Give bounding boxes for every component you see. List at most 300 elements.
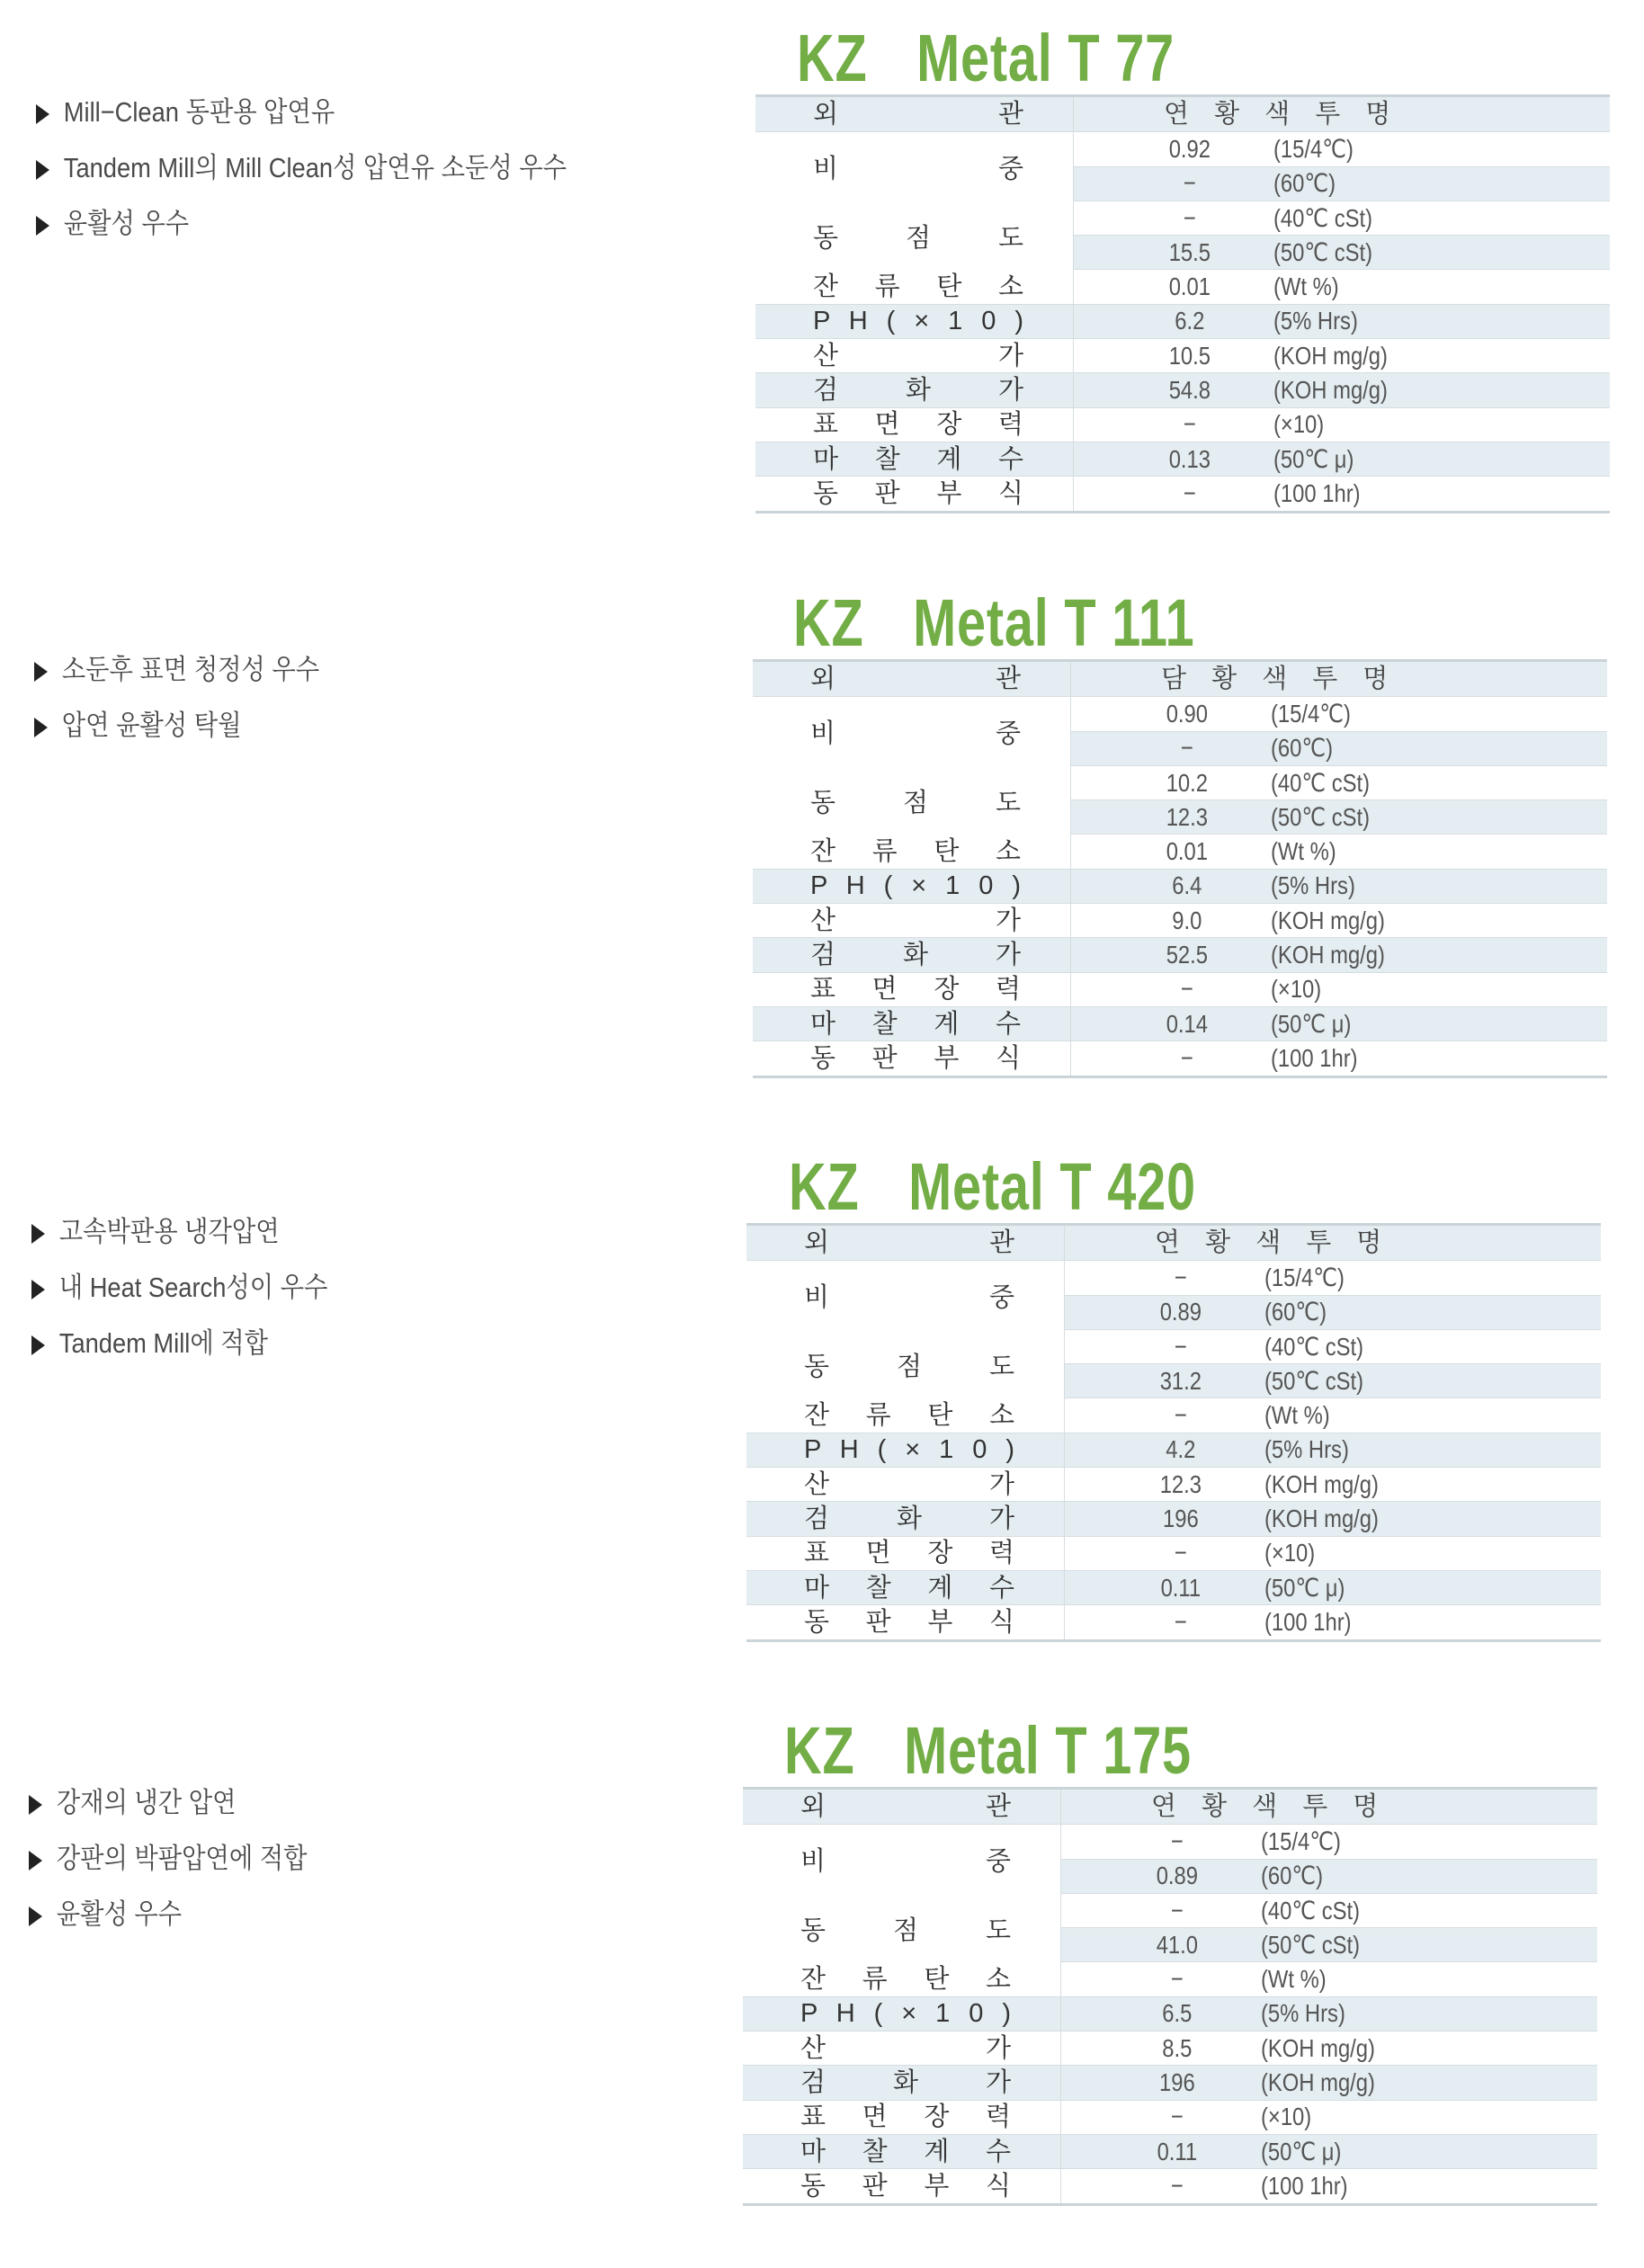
spec-row	[743, 1996, 1597, 2031]
feature-item	[31, 1326, 268, 1362]
product-name: Metal T 77	[916, 21, 1175, 95]
spec-label: 비 중	[813, 155, 1023, 184]
spec-value: 31.2	[1159, 1366, 1202, 1395]
spec-value-cell	[1065, 1296, 1601, 1329]
header-label-cell	[743, 1790, 1061, 1824]
spec-value: 9.0	[1172, 906, 1202, 934]
spec-value-cell	[1071, 835, 1607, 868]
spec-label-cell	[753, 697, 1071, 766]
spec-row	[753, 903, 1607, 937]
spec-row	[753, 834, 1607, 868]
spec-row	[755, 269, 1610, 303]
spec-label: 검 화 가	[800, 2068, 1011, 2098]
triangle-bullet-icon	[29, 1851, 42, 1871]
spec-value: 8.5	[1162, 2033, 1193, 2062]
spec-value-cell	[1061, 2135, 1597, 2168]
spec-label-cell	[746, 1330, 1065, 1399]
product-name: Metal T 111	[913, 585, 1195, 660]
product-brand: KZ	[784, 1713, 855, 1788]
spec-label: 동 판 부 식	[800, 2171, 1011, 2201]
spec-label: 마 찰 계 수	[810, 1009, 1021, 1039]
spec-value-cell	[1065, 1502, 1601, 1535]
spec-label-cell	[743, 2066, 1061, 2099]
spec-label: 동 판 부 식	[813, 478, 1023, 508]
spec-header-row	[743, 1790, 1597, 1824]
header-label-cell	[753, 662, 1071, 696]
spec-row	[755, 407, 1610, 442]
spec-value-cell	[1071, 870, 1607, 903]
triangle-bullet-icon	[34, 662, 48, 682]
spec-value-cell	[1065, 1537, 1601, 1570]
spec-value: −	[1183, 478, 1196, 507]
spec-label: 잔 류 탄 소	[813, 272, 1023, 302]
spec-row	[743, 2100, 1597, 2134]
spec-value: 15.5	[1168, 237, 1211, 266]
spec-row	[753, 1040, 1607, 1075]
spec-value-cell	[1061, 2031, 1597, 2065]
spec-label-cell	[753, 766, 1071, 835]
spec-unit: (Wt %)	[1261, 1965, 1327, 1994]
spec-value-cell	[1065, 1398, 1601, 1432]
spec-value-cell	[1061, 2066, 1597, 2099]
product-title	[784, 1710, 1192, 1791]
spec-value-cell	[1074, 236, 1610, 269]
spec-value-cell	[1071, 697, 1607, 730]
spec-label: 비 중	[810, 719, 1021, 749]
feature-text: 내 Heat Search성이 우수	[58, 1272, 328, 1303]
spec-unit: (40℃ cSt)	[1273, 203, 1373, 232]
spec-value: 0.89	[1159, 1298, 1202, 1326]
feature-item	[36, 206, 189, 242]
product-section	[0, 1710, 1644, 2268]
spec-unit: (100 1hr)	[1261, 2171, 1348, 2200]
spec-label-cell	[743, 1894, 1061, 1963]
spec-label-cell	[746, 1571, 1065, 1604]
spec-unit: (×10)	[1261, 2103, 1312, 2131]
spec-row	[746, 1536, 1601, 1570]
spec-value-cell	[1061, 2101, 1597, 2134]
product-section	[0, 18, 1644, 576]
spec-value-cell	[1074, 305, 1610, 338]
spec-label-cell	[755, 132, 1074, 201]
spec-unit: (60℃)	[1273, 169, 1336, 198]
spec-unit: (KOH mg/g)	[1264, 1469, 1379, 1498]
spec-label: 산 가	[810, 906, 1021, 935]
spec-value-cell	[1071, 766, 1607, 799]
spec-label: 표 면 장 력	[800, 2103, 1011, 2132]
spec-row	[743, 2168, 1597, 2202]
spec-unit: (40℃ cSt)	[1264, 1332, 1364, 1361]
spec-header-row	[746, 1226, 1601, 1260]
spec-value-cell	[1074, 408, 1610, 442]
spec-row	[746, 1397, 1601, 1432]
triangle-bullet-icon	[29, 1906, 42, 1926]
product-brand: KZ	[793, 585, 864, 660]
spec-unit: (15/4℃)	[1271, 699, 1351, 728]
spec-label-cell	[746, 1433, 1065, 1467]
spec-unit: (×10)	[1271, 975, 1322, 1004]
spec-value: −	[1180, 1043, 1193, 1072]
spec-unit: (×10)	[1264, 1539, 1316, 1567]
spec-label: P H ( × 1 0 )	[800, 1999, 1011, 2029]
spec-label: 비 중	[804, 1283, 1014, 1313]
header-label-cell	[746, 1226, 1065, 1260]
spec-label-cell	[743, 2101, 1061, 2134]
product-brand: KZ	[797, 21, 868, 95]
spec-value: 196	[1158, 2068, 1195, 2097]
spec-label: 마 찰 계 수	[813, 444, 1023, 474]
spec-header-row	[755, 97, 1610, 131]
spec-row	[743, 2065, 1597, 2099]
spec-label: P H ( × 1 0 )	[810, 871, 1021, 901]
spec-unit: (40℃ cSt)	[1271, 768, 1371, 797]
spec-value: 52.5	[1166, 941, 1209, 969]
spec-value-cell	[1065, 1468, 1601, 1501]
spec-row	[746, 1467, 1601, 1501]
spec-unit: (Wt %)	[1271, 837, 1336, 866]
spec-unit: (40℃ cSt)	[1261, 1896, 1361, 1924]
feature-item	[29, 1841, 307, 1877]
spec-value-cell	[1071, 732, 1607, 765]
spec-table	[755, 94, 1610, 513]
spec-unit: (KOH mg/g)	[1261, 2068, 1375, 2097]
spec-label: P H ( × 1 0 )	[813, 307, 1023, 336]
spec-label: 동 점 도	[804, 1352, 1014, 1381]
spec-unit: (KOH mg/g)	[1273, 341, 1388, 370]
spec-value: −	[1183, 203, 1196, 232]
spec-row	[755, 476, 1610, 510]
spec-unit: (100 1hr)	[1273, 478, 1361, 507]
spec-value-cell	[1061, 1825, 1597, 1858]
spec-value: −	[1174, 1263, 1187, 1291]
spec-value: −	[1170, 2171, 1184, 2200]
spec-row	[746, 1501, 1601, 1535]
feature-text: Tandem Mill에 적합	[58, 1327, 268, 1359]
product-title	[797, 18, 1175, 99]
spec-value: 0.01	[1166, 837, 1209, 866]
header-value-cell	[1065, 1226, 1601, 1260]
spec-label-cell	[753, 973, 1071, 1006]
spec-value-cell	[1074, 442, 1610, 476]
spec-value: −	[1170, 1826, 1184, 1855]
spec-value: −	[1183, 410, 1196, 439]
spec-value-cell	[1071, 938, 1607, 971]
spec-value: 0.11	[1160, 1573, 1202, 1602]
spec-row	[755, 372, 1610, 406]
spec-row	[753, 937, 1607, 971]
spec-unit: (Wt %)	[1273, 272, 1339, 301]
feature-item	[29, 1897, 182, 1933]
spec-value: 6.2	[1175, 307, 1205, 335]
spec-value: 6.4	[1172, 871, 1202, 900]
spec-value-cell	[1065, 1261, 1601, 1294]
spec-row	[755, 338, 1610, 372]
spec-unit: (50℃ cSt)	[1261, 1930, 1361, 1959]
spec-value: 41.0	[1156, 1930, 1199, 1959]
spec-label-cell	[743, 1997, 1061, 2031]
header-label: 외 관	[800, 1792, 1011, 1822]
spec-value-cell	[1061, 1894, 1597, 1927]
product-section	[0, 583, 1644, 1140]
product-section	[0, 1147, 1644, 1704]
spec-value: −	[1174, 1607, 1187, 1636]
spec-label: 마 찰 계 수	[804, 1573, 1014, 1603]
spec-value-cell	[1074, 201, 1610, 235]
spec-label: 비 중	[800, 1847, 1011, 1877]
spec-value-cell	[1061, 1860, 1597, 1893]
spec-label: 잔 류 탄 소	[800, 1965, 1011, 1995]
spec-label-cell	[753, 1041, 1071, 1075]
spec-value-cell	[1065, 1571, 1601, 1604]
spec-row	[755, 304, 1610, 338]
triangle-bullet-icon	[31, 1224, 45, 1244]
spec-value: −	[1170, 1896, 1184, 1924]
spec-unit: (Wt %)	[1264, 1401, 1330, 1430]
spec-label: 검 화 가	[804, 1505, 1014, 1534]
spec-label-cell	[746, 1468, 1065, 1501]
spec-label: 표 면 장 력	[813, 410, 1023, 440]
spec-unit: (60℃)	[1261, 1862, 1324, 1890]
header-value-cell	[1061, 1790, 1597, 1824]
spec-value-cell	[1065, 1364, 1601, 1397]
spec-label-cell	[753, 1007, 1071, 1040]
triangle-bullet-icon	[31, 1280, 45, 1299]
feature-text: 소둔후 표면 청정성 우수	[61, 654, 320, 685]
triangle-bullet-icon	[36, 216, 49, 236]
feature-text: 강판의 박팜압연에 적합	[56, 1843, 308, 1874]
feature-item	[34, 708, 241, 744]
spec-table	[746, 1223, 1601, 1642]
spec-label-cell	[746, 1605, 1065, 1638]
spec-unit: (50℃ cSt)	[1273, 237, 1373, 266]
spec-table	[753, 659, 1607, 1078]
spec-label: 검 화 가	[813, 376, 1023, 406]
feature-item	[31, 1270, 327, 1306]
spec-value: −	[1180, 975, 1193, 1004]
spec-label: 동 판 부 식	[810, 1043, 1021, 1073]
feature-item	[36, 94, 335, 130]
spec-value-cell	[1071, 1007, 1607, 1040]
spec-label: 마 찰 계 수	[800, 2137, 1011, 2166]
spec-unit: (5% Hrs)	[1264, 1435, 1349, 1464]
product-title	[789, 1147, 1196, 1228]
spec-value: −	[1174, 1539, 1187, 1567]
spec-value-cell	[1061, 1997, 1597, 2031]
triangle-bullet-icon	[34, 718, 48, 737]
spec-value: 10.5	[1168, 341, 1211, 370]
spec-value: 0.92	[1168, 134, 1211, 163]
spec-label-cell	[743, 1825, 1061, 1894]
spec-unit: (60℃)	[1264, 1298, 1327, 1326]
spec-value-cell	[1065, 1605, 1601, 1638]
spec-value-cell	[1061, 1928, 1597, 1961]
spec-label-cell	[743, 2135, 1061, 2168]
spec-row	[753, 972, 1607, 1006]
spec-value-cell	[1071, 800, 1607, 834]
spec-label: 동 점 도	[813, 223, 1023, 253]
spec-label: 잔 류 탄 소	[804, 1401, 1014, 1431]
spec-table	[743, 1787, 1597, 2206]
spec-unit: (5% Hrs)	[1261, 1999, 1345, 2028]
spec-label-cell	[746, 1398, 1065, 1432]
header-label-cell	[755, 97, 1074, 131]
feature-item	[29, 1785, 236, 1821]
spec-value: 0.89	[1156, 1862, 1199, 1890]
spec-label-cell	[746, 1502, 1065, 1535]
spec-value: −	[1174, 1332, 1187, 1361]
spec-value: 0.14	[1166, 1009, 1209, 1038]
spec-label-cell	[753, 938, 1071, 971]
feature-text: 윤활성 우수	[63, 208, 190, 239]
spec-unit: (50℃ μ)	[1264, 1573, 1345, 1602]
spec-value-cell	[1074, 167, 1610, 201]
triangle-bullet-icon	[36, 104, 49, 124]
spec-row	[743, 1961, 1597, 1996]
spec-label-cell	[755, 408, 1074, 442]
spec-value: 12.3	[1159, 1469, 1202, 1498]
spec-unit: (KOH mg/g)	[1264, 1505, 1379, 1533]
spec-value-cell	[1071, 1041, 1607, 1075]
appearance-value: 연 황 색 투 명	[1151, 1792, 1388, 1822]
spec-value: 6.5	[1162, 1999, 1193, 2028]
spec-value-cell	[1074, 132, 1610, 165]
feature-text: 압연 윤활성 탁월	[61, 710, 242, 741]
appearance-value: 담 황 색 투 명	[1161, 665, 1398, 694]
spec-unit: (15/4℃)	[1264, 1263, 1345, 1291]
feature-item	[31, 1214, 280, 1250]
triangle-bullet-icon	[31, 1335, 45, 1355]
spec-unit: (KOH mg/g)	[1261, 2033, 1375, 2062]
triangle-bullet-icon	[29, 1795, 42, 1815]
spec-unit: (15/4℃)	[1261, 1826, 1341, 1855]
spec-label-cell	[755, 477, 1074, 510]
spec-unit: (50℃ μ)	[1261, 2137, 1342, 2165]
spec-label-cell	[753, 904, 1071, 937]
spec-row	[755, 442, 1610, 476]
header-value-cell	[1074, 97, 1610, 131]
spec-unit: (KOH mg/g)	[1273, 376, 1388, 405]
spec-label: P H ( × 1 0 )	[804, 1435, 1014, 1465]
feature-text: 윤활성 우수	[56, 1898, 183, 1930]
spec-unit: (KOH mg/g)	[1271, 941, 1385, 969]
feature-text: Tandem Mill의 Mill Clean성 압연유 소둔성 우수	[63, 152, 567, 183]
spec-label-cell	[743, 2031, 1061, 2065]
spec-value: 0.11	[1157, 2137, 1198, 2165]
spec-label-cell	[743, 1962, 1061, 1996]
spec-label-cell	[746, 1537, 1065, 1570]
feature-item	[36, 150, 567, 186]
spec-value-cell	[1065, 1433, 1601, 1467]
feature-text: 고속박판용 냉각압연	[58, 1216, 280, 1247]
spec-row	[753, 869, 1607, 903]
appearance-value: 연 황 색 투 명	[1164, 100, 1400, 129]
spec-unit: (50℃ cSt)	[1264, 1366, 1364, 1395]
product-title	[793, 583, 1195, 664]
spec-row	[746, 1570, 1601, 1604]
spec-label: 잔 류 탄 소	[810, 837, 1021, 867]
spec-label: 표 면 장 력	[804, 1539, 1014, 1568]
header-label: 외 관	[810, 665, 1021, 694]
spec-label: 산 가	[813, 341, 1023, 371]
spec-value: −	[1174, 1401, 1187, 1430]
spec-value-cell	[1074, 477, 1610, 510]
spec-unit: (KOH mg/g)	[1271, 906, 1385, 934]
spec-value: −	[1180, 734, 1193, 763]
spec-unit: (60℃)	[1271, 734, 1334, 763]
spec-value-cell	[1071, 904, 1607, 937]
spec-row	[743, 2134, 1597, 2168]
feature-text: 강재의 냉간 압연	[56, 1787, 237, 1818]
spec-label-cell	[755, 442, 1074, 476]
spec-value: 54.8	[1168, 376, 1211, 405]
spec-value: 0.90	[1166, 699, 1209, 728]
spec-value-cell	[1074, 373, 1610, 406]
spec-value-cell	[1061, 1962, 1597, 1996]
spec-label-cell	[755, 373, 1074, 406]
spec-unit: (50℃ cSt)	[1271, 802, 1371, 831]
spec-unit: (×10)	[1273, 410, 1325, 439]
spec-value-cell	[1074, 339, 1610, 372]
spec-unit: (50℃ μ)	[1273, 444, 1354, 473]
spec-label: 표 면 장 력	[810, 975, 1021, 1005]
spec-unit: (100 1hr)	[1271, 1043, 1358, 1072]
spec-unit: (50℃ μ)	[1271, 1009, 1352, 1038]
spec-label: 산 가	[800, 2033, 1011, 2063]
spec-value: 0.01	[1168, 272, 1211, 301]
feature-text: Mill−Clean 동판용 압연유	[63, 96, 335, 128]
spec-row	[746, 1604, 1601, 1638]
spec-value: −	[1183, 169, 1196, 198]
spec-value-cell	[1061, 2169, 1597, 2202]
spec-value-cell	[1065, 1330, 1601, 1363]
appearance-value: 연 황 색 투 명	[1155, 1228, 1391, 1258]
spec-unit: (5% Hrs)	[1271, 871, 1355, 900]
spec-value: 0.13	[1168, 444, 1211, 473]
spec-value-cell	[1074, 270, 1610, 303]
spec-label: 검 화 가	[810, 941, 1021, 970]
spec-value: 4.2	[1166, 1435, 1196, 1464]
header-label: 외 관	[813, 100, 1023, 129]
spec-label-cell	[753, 835, 1071, 868]
spec-value: −	[1170, 2103, 1184, 2131]
spec-label: 산 가	[804, 1469, 1014, 1499]
spec-row	[753, 1006, 1607, 1040]
spec-label-cell	[753, 870, 1071, 903]
spec-value: 12.3	[1166, 802, 1209, 831]
spec-unit: (100 1hr)	[1264, 1607, 1352, 1636]
header-value-cell	[1071, 662, 1607, 696]
spec-label: 동 점 도	[810, 788, 1021, 817]
spec-value: 10.2	[1166, 768, 1209, 797]
spec-unit: (5% Hrs)	[1273, 307, 1358, 335]
spec-label-cell	[755, 305, 1074, 338]
spec-row	[743, 2031, 1597, 2065]
feature-item	[34, 652, 319, 688]
header-label: 외 관	[804, 1228, 1014, 1258]
spec-header-row	[753, 662, 1607, 696]
spec-label: 동 판 부 식	[804, 1607, 1014, 1637]
spec-label-cell	[755, 339, 1074, 372]
spec-value: 196	[1162, 1505, 1199, 1533]
spec-label: 동 점 도	[800, 1915, 1011, 1945]
spec-value: −	[1170, 1965, 1184, 1994]
spec-label-cell	[746, 1261, 1065, 1330]
spec-unit: (15/4℃)	[1273, 134, 1354, 163]
product-brand: KZ	[789, 1149, 860, 1224]
product-name: Metal T 175	[904, 1713, 1192, 1788]
product-name: Metal T 420	[908, 1149, 1196, 1224]
spec-label-cell	[755, 270, 1074, 303]
